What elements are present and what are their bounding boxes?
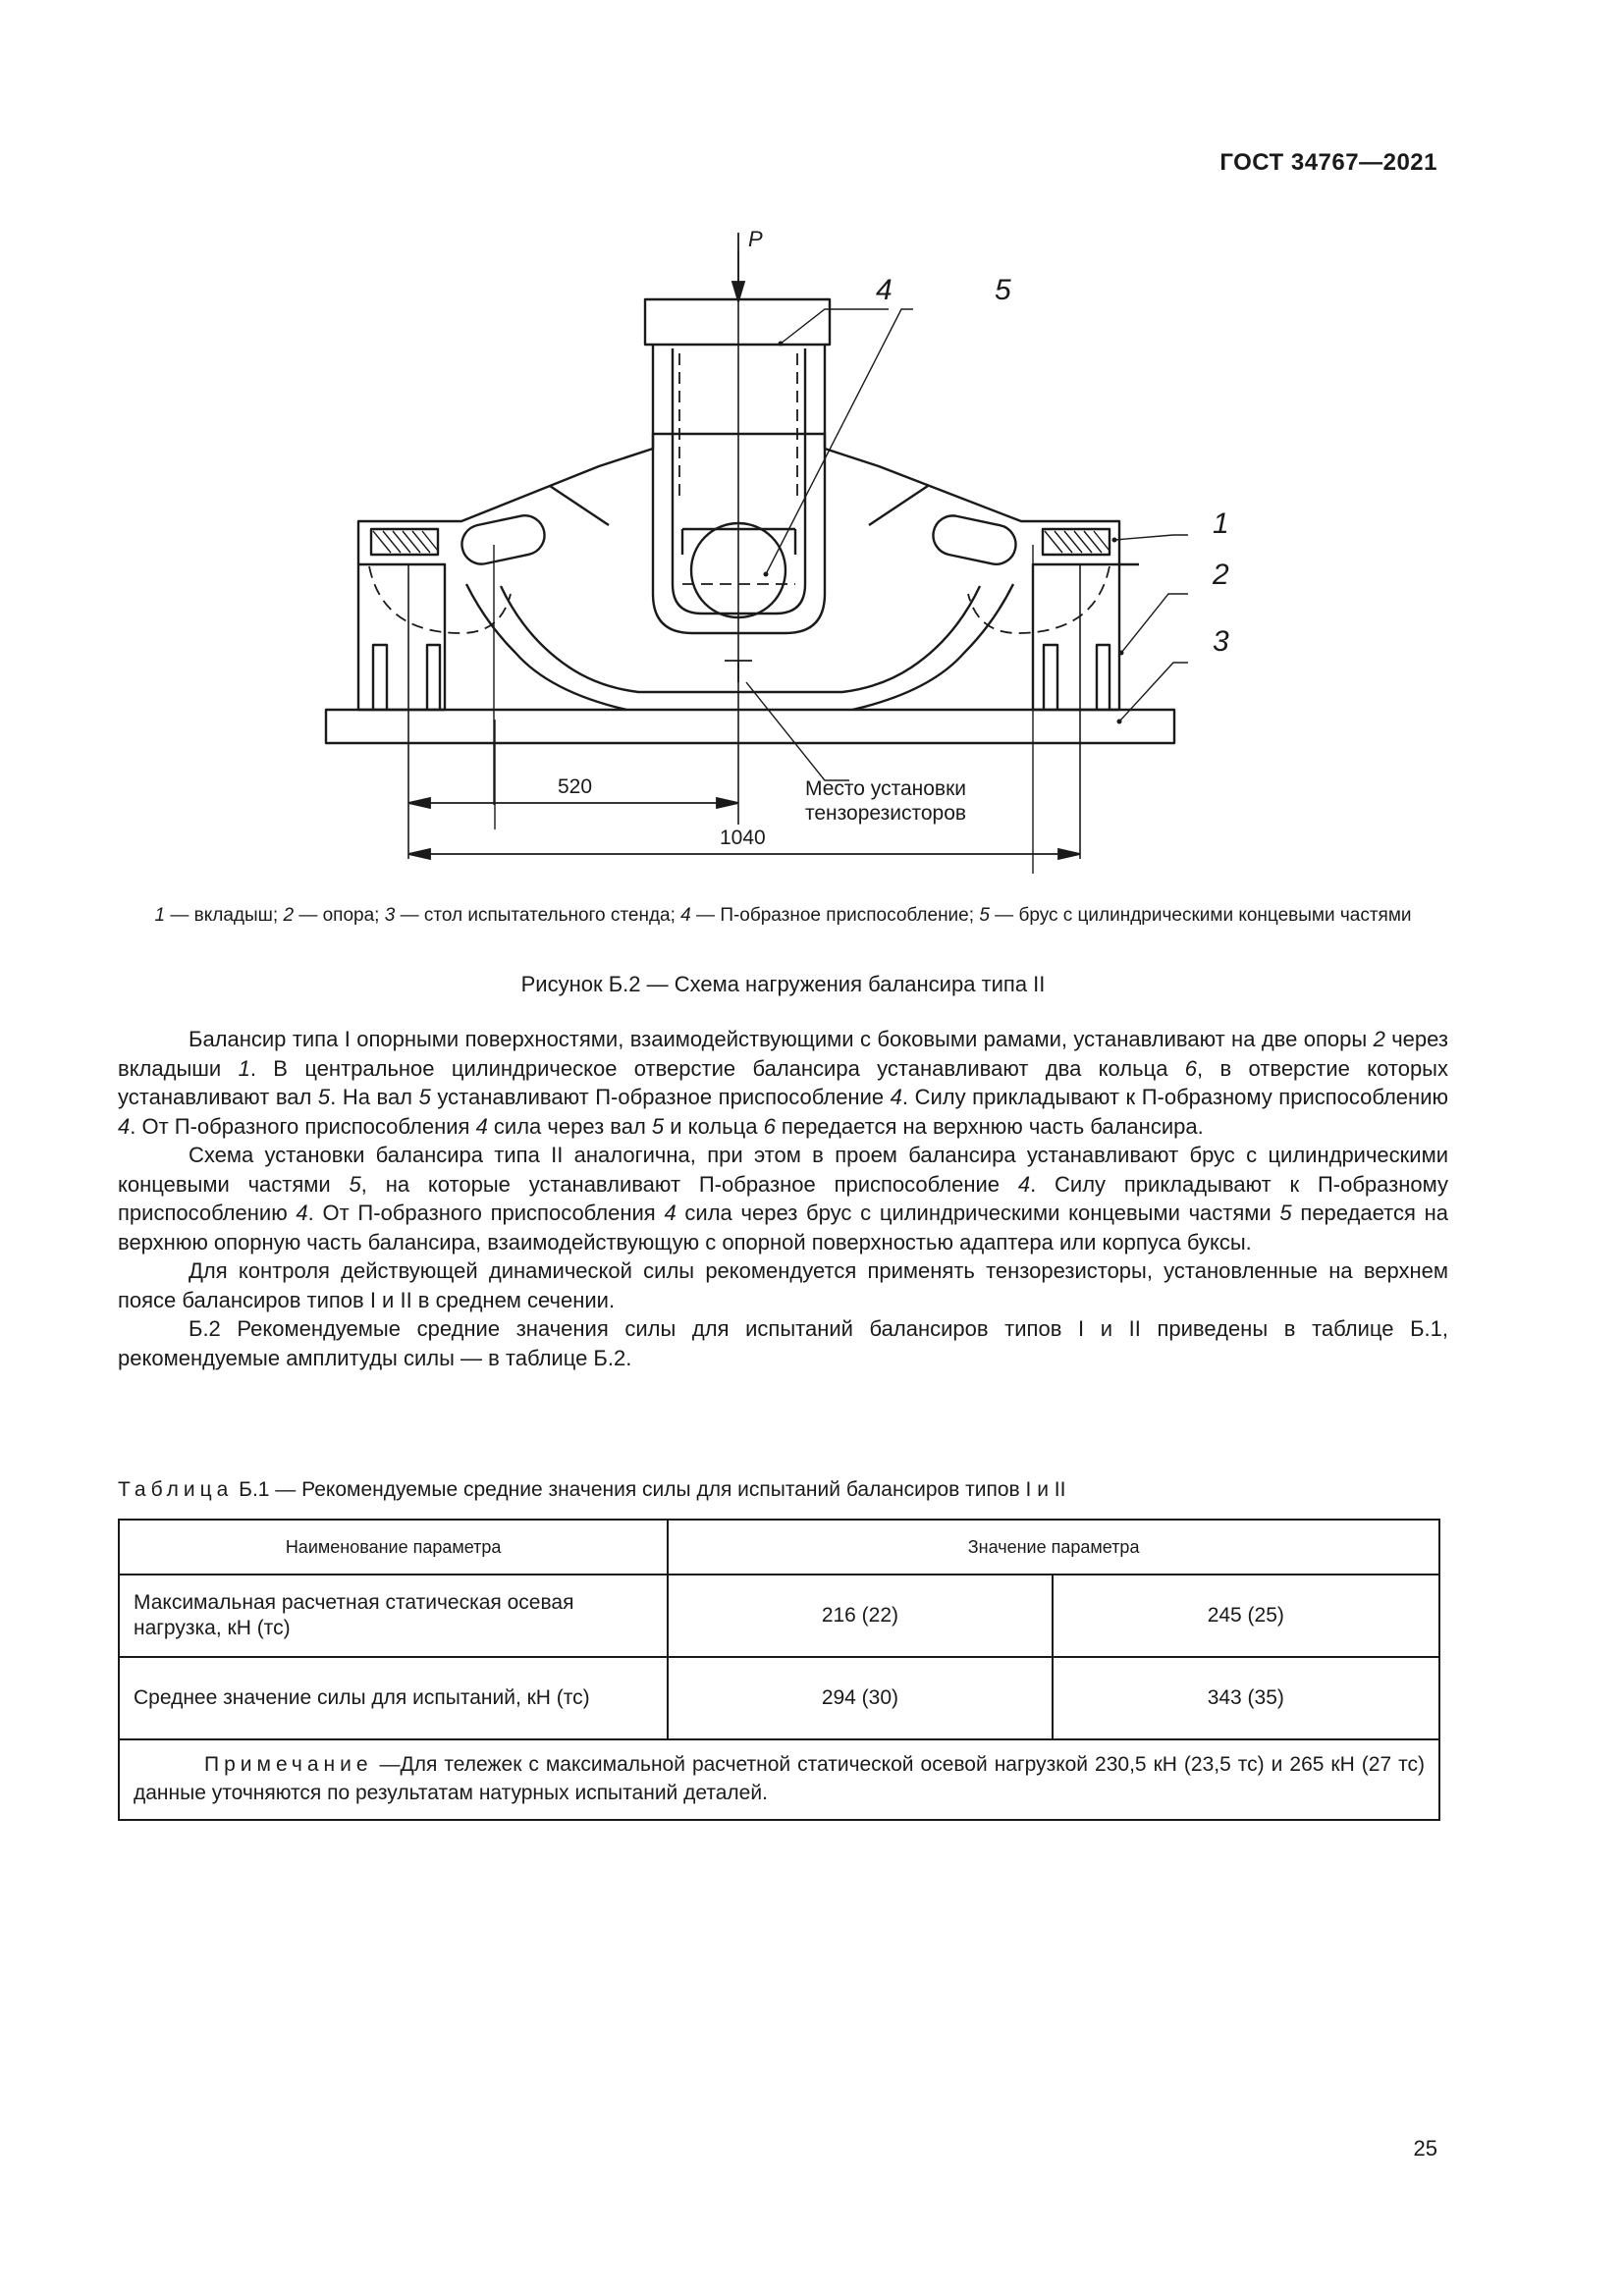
table-note: Примечание —Для тележек с максимальной расчетной статической осевой нагрузкой 230,5 кН (23,5 тс) и 265 кН (27 тс) данные уточняются по результатам натурных испытаний деталей. xyxy=(119,1739,1439,1820)
callout-3-leader xyxy=(1119,663,1188,721)
document-header: ГОСТ 34767—2021 xyxy=(1219,149,1437,176)
callout-1: 1 xyxy=(1213,507,1229,540)
force-label: P xyxy=(748,227,763,251)
dimension-1040: 1040 xyxy=(720,827,766,849)
callout-4: 4 xyxy=(876,274,893,306)
body-text xyxy=(118,1025,1448,1372)
sensor-leader xyxy=(746,682,849,780)
row-param: Максимальная расчетная статическая осевая нагрузка, кН (тс) xyxy=(119,1575,668,1657)
callout-1-leader xyxy=(1114,535,1188,540)
table-row xyxy=(119,1657,1439,1739)
right-support xyxy=(1033,564,1119,710)
header-param: Наименование параметра xyxy=(119,1520,668,1575)
paragraph-4: Б.2 Рекомендуемые средние значения силы для испытаний балансиров типов I и II приведены в таблице Б.1, рекомендуемые амплитуды силы — в таблице Б.2. xyxy=(118,1316,1448,1370)
row-value-2: 245 (25) xyxy=(1053,1575,1439,1657)
dimension-520: 520 xyxy=(558,775,593,798)
loading-scheme-drawing xyxy=(314,221,1229,879)
callout-4-leader xyxy=(781,309,889,344)
header-value: Значение параметра xyxy=(668,1520,1439,1575)
callout-2: 2 xyxy=(1213,559,1229,591)
p-fixture-top xyxy=(645,299,830,345)
test-stand-table xyxy=(326,710,1174,743)
row-param: Среднее значение силы для испытаний, кН (тс) xyxy=(119,1657,668,1739)
left-support xyxy=(358,564,445,710)
callout-3: 3 xyxy=(1213,625,1229,658)
table-title: Таблица Б.1 — Рекомендуемые средние значения силы для испытаний балансиров типов I и II xyxy=(118,1478,1066,1501)
row-value-1: 216 (22) xyxy=(668,1575,1052,1657)
values-table xyxy=(118,1519,1440,1821)
sensor-label-line2: тензорезисторов xyxy=(805,802,967,825)
callout-5: 5 xyxy=(995,274,1011,306)
paragraph-2: Схема установки балансира типа II аналогична, при этом в проем балансира устанавливают брус с цилиндрическими концевыми частями 5, на которые устанавливают П-образное приспособление 4. Силу прикладывают к П-образному приспособлению 4. От П-образного приспособления 4 сила через брус с цилиндрическими концевыми частями 5 передается на верхнюю опорную часть балансира, взаимодействующую с опорной поверхностью адаптера или корпуса буксы. xyxy=(118,1143,1449,1255)
callout-5-leader xyxy=(766,309,913,574)
paragraph-1: Балансир типа I опорными поверхностями, взаимодействующими с боковыми рамами, устанавливают на две опоры 2 через вкладыши 1. В центральное цилиндрическое отверстие балансира устанавливают два кольца 6, в отверстие которых устанавливают вал 5. На вал 5 устанавливают П-образное приспособление 4. Силу прикладывают к П-образному приспособлению 4. От П-образного приспособления 4 сила через вал 5 и кольца 6 передается на верхнюю часть балансира. xyxy=(118,1027,1448,1139)
figure-caption: Рисунок Б.2 — Схема нагружения балансира типа II xyxy=(520,972,1046,996)
balancer-body xyxy=(358,434,1139,564)
loading-scheme-figure xyxy=(314,221,1229,879)
figure-legend: 1 — вкладыш; 2 — опора; 3 — стол испытательного стенда; 4 — П-образное приспособление; 5 — брус с цилиндрическими концевыми частями xyxy=(154,905,1412,926)
sensor-label-line1: Место установки xyxy=(805,777,966,800)
table-row xyxy=(119,1575,1439,1657)
row-value-1: 294 (30) xyxy=(668,1657,1052,1739)
row-value-2: 343 (35) xyxy=(1053,1657,1439,1739)
callout-2-leader xyxy=(1121,594,1188,653)
paragraph-3: Для контроля действующей динамической силы рекомендуется применять тензорезисторы, установленные на верхнем поясе балансиров типов I и II в среднем сечении. xyxy=(118,1258,1448,1312)
page-number: 25 xyxy=(1413,2136,1437,2161)
table-header-row xyxy=(119,1520,1439,1575)
left-lightening-hole xyxy=(459,511,548,567)
table-note-row xyxy=(119,1739,1439,1820)
right-lightening-hole xyxy=(930,512,1019,568)
